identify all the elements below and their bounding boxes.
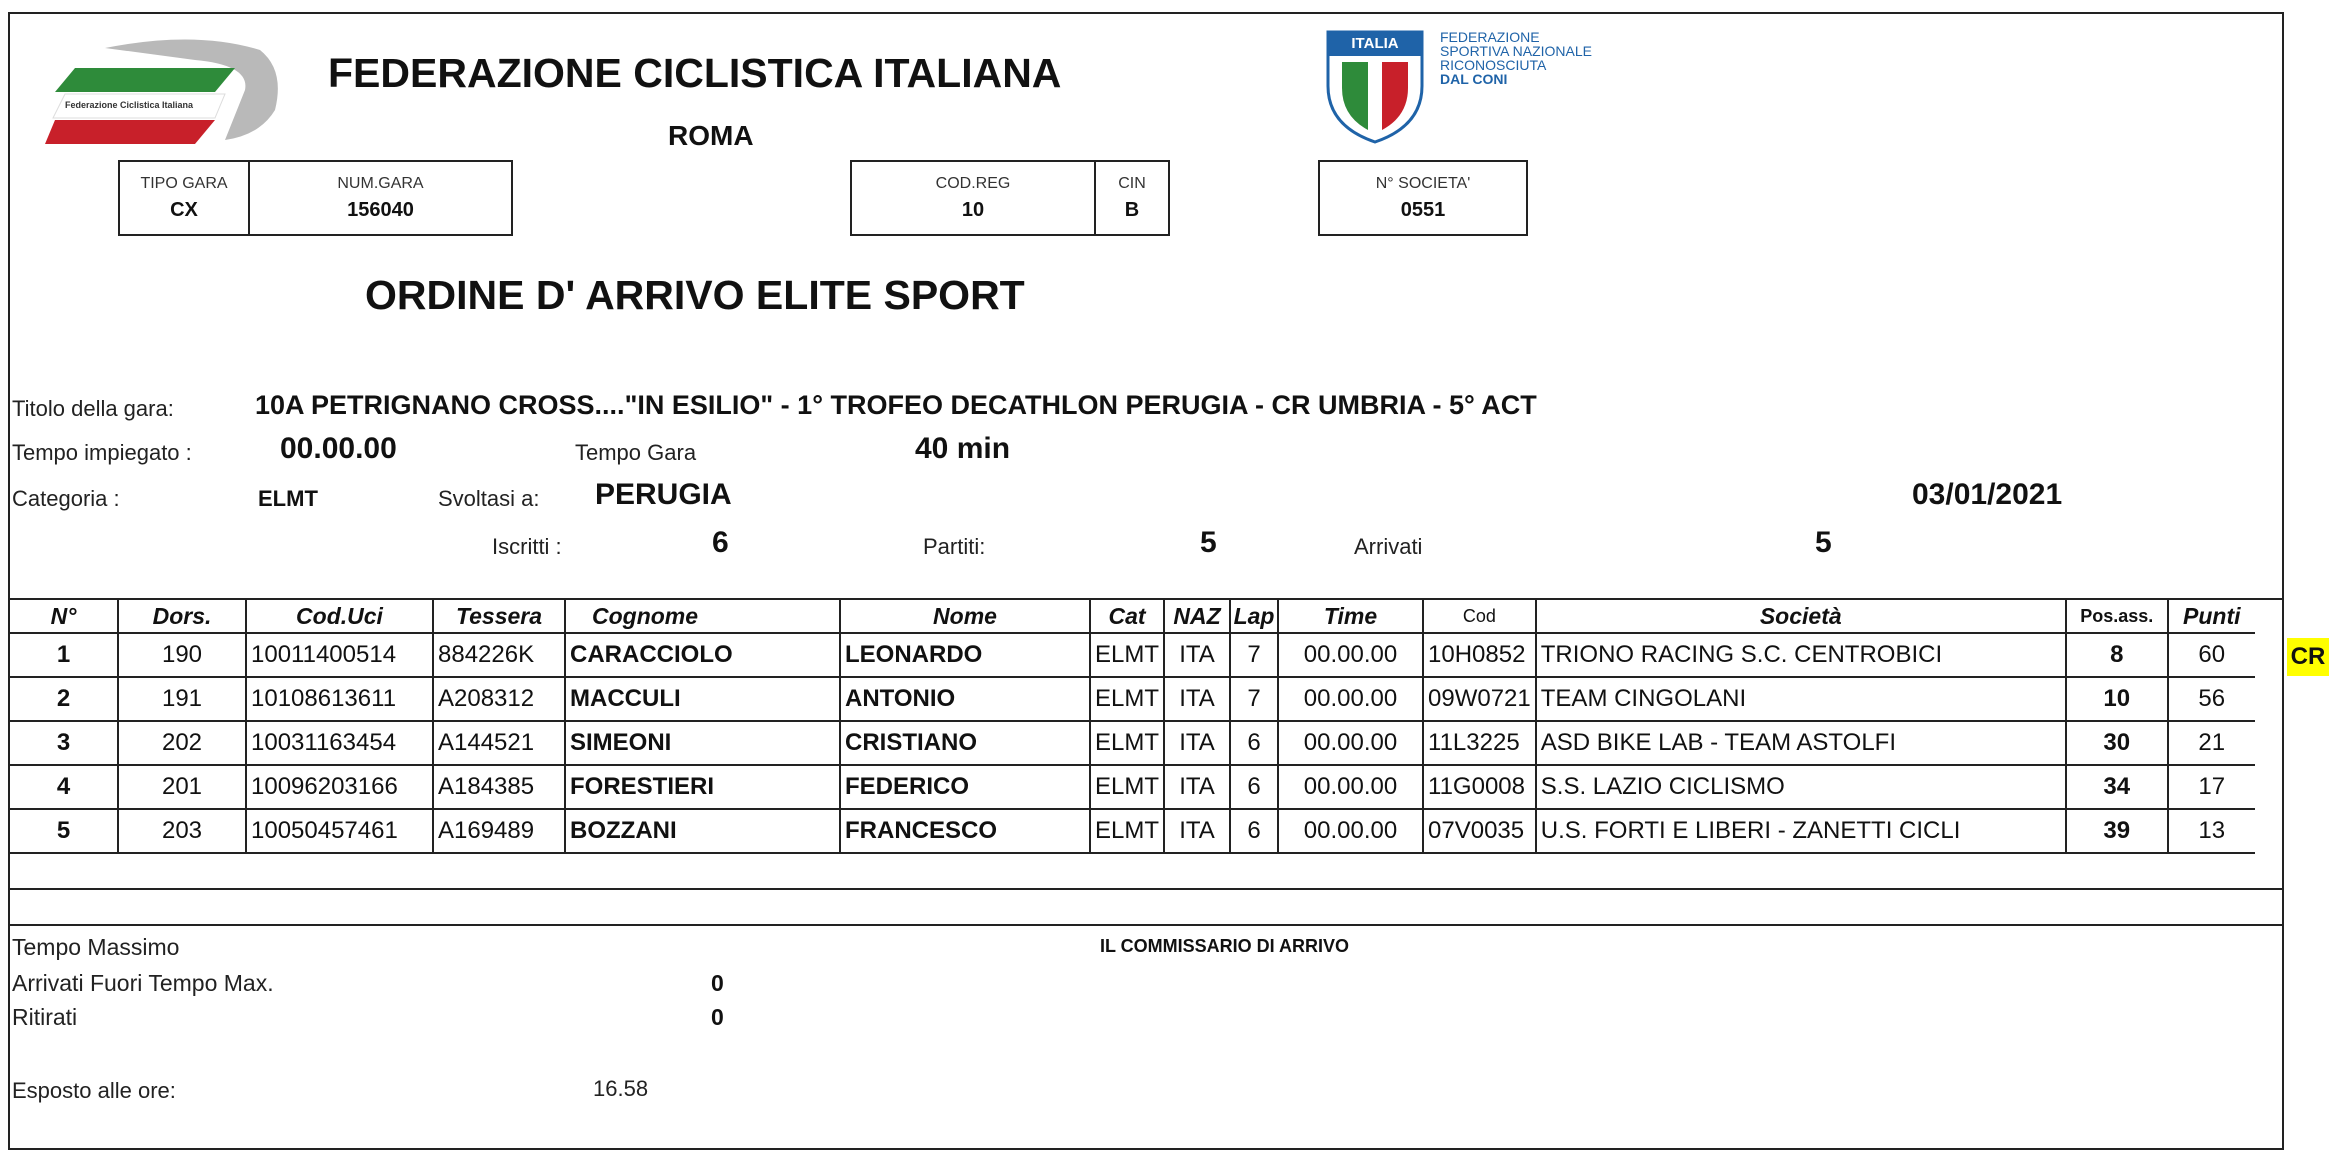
cell-time: 00.00.00 — [1278, 633, 1423, 677]
ritirati-value: 0 — [711, 1004, 724, 1030]
iscritti-label: Iscritti : — [492, 534, 562, 559]
footer-rule-2 — [8, 924, 2284, 926]
cell-time: 00.00.00 — [1278, 765, 1423, 809]
cell-position: 5 — [10, 809, 118, 853]
svoltasi-label: Svoltasi a: — [438, 486, 540, 511]
results-table — [10, 600, 2255, 854]
cin-label: CIN — [1118, 174, 1146, 192]
cell-cod: 07V0035 — [1423, 809, 1536, 853]
cell-position: 4 — [10, 765, 118, 809]
cell-nome: FRANCESCO — [840, 809, 1090, 853]
document-title: ORDINE D' ARRIVO ELITE SPORT — [365, 272, 1025, 318]
coni-text-line-1: FEDERAZIONE — [1440, 29, 1540, 45]
col-societa-header: Società — [1536, 600, 2066, 633]
col-cod-header: Cod — [1423, 600, 1536, 633]
coni-text — [1440, 30, 1592, 86]
cod-reg-label: COD.REG — [935, 174, 1011, 192]
cell-tessera: A184385 — [433, 765, 565, 809]
cell-cod: 11L3225 — [1423, 721, 1536, 765]
cell-societa: ASD BIKE LAB - TEAM ASTOLFI — [1536, 721, 2066, 765]
arrivati-value: 5 — [1815, 526, 1832, 559]
tipo-num-gara-box — [118, 160, 513, 236]
cell-naz: ITA — [1164, 809, 1230, 853]
cell-dorsal: 203 — [118, 809, 246, 853]
coni-text-line-3: RICONOSCIUTA — [1440, 57, 1547, 73]
cell-cod: 10H0852 — [1423, 633, 1536, 677]
cell-lap: 6 — [1230, 765, 1278, 809]
tempo-massimo-label: Tempo Massimo — [12, 934, 180, 960]
cell-cod-uci: 10031163454 — [246, 721, 433, 765]
col-n-header: N° — [50, 602, 77, 629]
cell-time: 00.00.00 — [1278, 721, 1423, 765]
cell-cod: 11G0008 — [1423, 765, 1536, 809]
num-societa-box — [1318, 160, 1528, 236]
cell-cognome: BOZZANI — [565, 809, 840, 853]
col-cognome-header: Cognome — [565, 600, 840, 633]
cell-cat: ELMT — [1090, 809, 1164, 853]
col-lap-header: Lap — [1230, 600, 1278, 633]
coni-badge-text: ITALIA — [1351, 35, 1399, 52]
svoltasi-value: PERUGIA — [595, 478, 732, 511]
cr-tag: CR — [2287, 638, 2329, 676]
col-naz-header: NAZ — [1164, 600, 1230, 633]
cell-tessera: A169489 — [433, 809, 565, 853]
cell-naz: ITA — [1164, 765, 1230, 809]
tempo-gara-label: Tempo Gara — [575, 440, 697, 465]
titolo-label: Titolo della gara: — [12, 396, 174, 421]
commissario-label: IL COMMISSARIO DI ARRIVO — [1100, 936, 1350, 956]
categoria-value: ELMT — [258, 486, 318, 511]
cell-position: 2 — [10, 677, 118, 721]
col-dors-header: Dors. — [118, 600, 246, 633]
ritirati-label: Ritirati — [12, 1004, 78, 1030]
cell-punti: 17 — [2168, 765, 2255, 809]
coni-text-line-4: DAL CONI — [1440, 71, 1508, 87]
cell-lap: 6 — [1230, 809, 1278, 853]
table-row — [10, 677, 2255, 721]
cell-punti: 56 — [2168, 677, 2255, 721]
table-header-row — [10, 600, 2255, 633]
iscritti-value: 6 — [712, 526, 729, 559]
race-date: 03/01/2021 — [1912, 478, 2063, 511]
cell-lap: 6 — [1230, 721, 1278, 765]
cell-lap: 7 — [1230, 677, 1278, 721]
cell-position: 1 — [10, 633, 118, 677]
cell-position: 3 — [10, 721, 118, 765]
cell-tessera: A208312 — [433, 677, 565, 721]
cell-nome: ANTONIO — [840, 677, 1090, 721]
cell-naz: ITA — [1164, 633, 1230, 677]
col-posass-header: Pos.ass. — [2066, 600, 2168, 633]
tempo-impiegato-label: Tempo impiegato : — [12, 440, 192, 465]
cell-pos-ass: 10 — [2066, 677, 2168, 721]
cell-cod-uci: 10096203166 — [246, 765, 433, 809]
cell-cognome: CARACCIOLO — [565, 633, 840, 677]
cell-dorsal: 191 — [118, 677, 246, 721]
cell-dorsal: 190 — [118, 633, 246, 677]
cell-cat: ELMT — [1090, 721, 1164, 765]
table-row — [10, 633, 2255, 677]
table-row — [10, 765, 2255, 809]
tipo-gara-label: TIPO GARA — [140, 174, 228, 192]
num-societa-label: N° SOCIETA' — [1375, 174, 1471, 192]
cell-cod-uci: 10050457461 — [246, 809, 433, 853]
cell-cognome: MACCULI — [565, 677, 840, 721]
tipo-gara-cell — [120, 162, 250, 234]
cell-naz: ITA — [1164, 677, 1230, 721]
cell-cod-uci: 10011400514 — [246, 633, 433, 677]
esposto-label: Esposto alle ore: — [12, 1078, 176, 1103]
cell-tessera: A144521 — [433, 721, 565, 765]
coni-text-line-2: SPORTIVA NAZIONALE — [1440, 43, 1592, 59]
fuori-tempo-label: Arrivati Fuori Tempo Max. — [12, 970, 274, 996]
cin-cell — [1096, 162, 1168, 234]
table-row — [10, 809, 2255, 853]
tipo-gara-value: CX — [170, 198, 198, 221]
city: ROMA — [668, 120, 754, 151]
cell-time: 00.00.00 — [1278, 809, 1423, 853]
col-coduci-header: Cod.Uci — [246, 600, 433, 633]
cell-societa: TEAM CINGOLANI — [1536, 677, 2066, 721]
cell-punti: 60 — [2168, 633, 2255, 677]
col-punti-header: Punti — [2168, 600, 2255, 633]
categoria-label: Categoria : — [12, 486, 120, 511]
tempo-impiegato-value: 00.00.00 — [280, 432, 397, 465]
table-row — [10, 721, 2255, 765]
cell-punti: 13 — [2168, 809, 2255, 853]
cell-pos-ass: 30 — [2066, 721, 2168, 765]
cell-pos-ass: 8 — [2066, 633, 2168, 677]
num-gara-cell — [250, 162, 511, 234]
cell-nome: CRISTIANO — [840, 721, 1090, 765]
cell-punti: 21 — [2168, 721, 2255, 765]
cell-cat: ELMT — [1090, 677, 1164, 721]
race-title: 10A PETRIGNANO CROSS...."IN ESILIO" - 1° TROFEO DECATHLON PERUGIA - CR UMBRIA - 5° ACT — [255, 390, 1537, 420]
fci-logo — [45, 30, 285, 150]
cod-reg-cell — [852, 162, 1096, 234]
num-societa-value: 0551 — [1400, 198, 1446, 221]
federation-title: FEDERAZIONE CICLISTICA ITALIANA — [328, 50, 1062, 96]
cell-pos-ass: 39 — [2066, 809, 2168, 853]
cell-societa: U.S. FORTI E LIBERI - ZANETTI CICLI — [1536, 809, 2066, 853]
esposto-value: 16.58 — [593, 1076, 649, 1101]
cell-societa: S.S. LAZIO CICLISMO — [1536, 765, 2066, 809]
cell-cat: ELMT — [1090, 765, 1164, 809]
cell-nome: LEONARDO — [840, 633, 1090, 677]
cell-lap: 7 — [1230, 633, 1278, 677]
fci-logo-text: Federazione Ciclistica Italiana — [65, 100, 194, 110]
num-gara-value: 156040 — [347, 198, 414, 221]
cell-dorsal: 202 — [118, 721, 246, 765]
cell-cognome: FORESTIERI — [565, 765, 840, 809]
fuori-tempo-value: 0 — [711, 970, 724, 996]
cin-value: B — [1124, 198, 1140, 221]
num-gara-label: NUM.GARA — [337, 174, 424, 192]
cell-tessera: 884226K — [433, 633, 565, 677]
cell-cognome: SIMEONI — [565, 721, 840, 765]
cell-societa: TRIONO RACING S.C. CENTROBICI — [1536, 633, 2066, 677]
cell-naz: ITA — [1164, 721, 1230, 765]
col-cat-header: Cat — [1090, 600, 1164, 633]
cod-reg-cin-box — [850, 160, 1170, 236]
cell-nome: FEDERICO — [840, 765, 1090, 809]
arrivati-label: Arrivati — [1354, 534, 1423, 559]
cod-reg-value: 10 — [961, 198, 985, 221]
fci-logo-graphic — [45, 30, 285, 150]
cell-cat: ELMT — [1090, 633, 1164, 677]
num-societa-cell — [1320, 162, 1526, 234]
col-tessera-header: Tessera — [433, 600, 565, 633]
footer-rule-1 — [8, 888, 2284, 890]
cell-cod-uci: 10108613611 — [246, 677, 433, 721]
cell-cod: 09W0721 — [1423, 677, 1536, 721]
cell-time: 00.00.00 — [1278, 677, 1423, 721]
partiti-value: 5 — [1200, 526, 1217, 559]
cell-pos-ass: 34 — [2066, 765, 2168, 809]
col-nome-header: Nome — [840, 600, 1090, 633]
partiti-label: Partiti: — [923, 534, 986, 559]
cell-dorsal: 201 — [118, 765, 246, 809]
coni-logo — [1320, 26, 1430, 146]
tempo-gara-value: 40 min — [915, 432, 1011, 465]
col-time-header: Time — [1278, 600, 1423, 633]
